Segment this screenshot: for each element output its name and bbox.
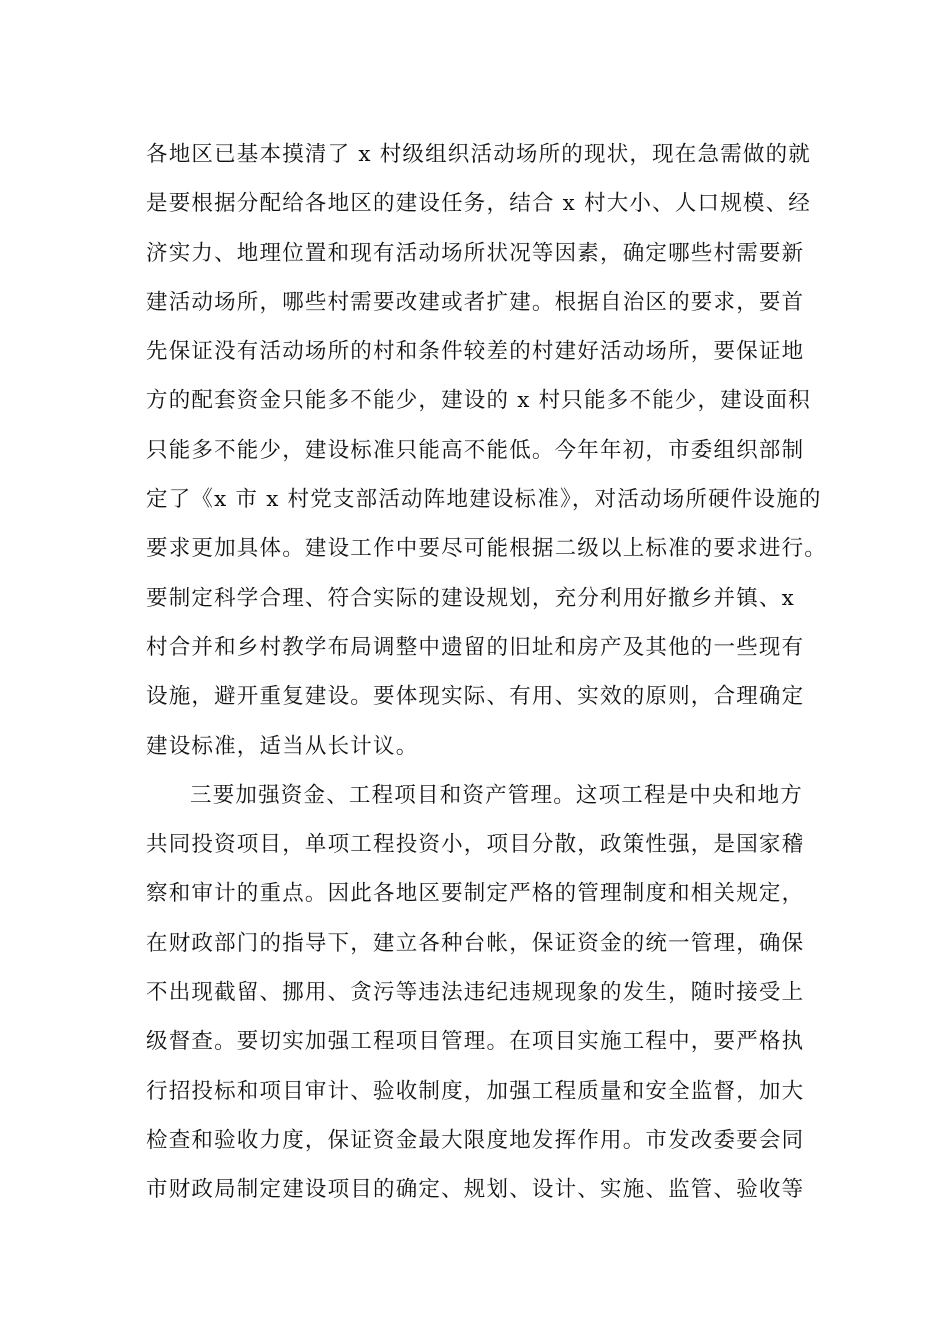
text-line: 济实力、地理位置和现有活动场所状况等因素，确定哪些村需要新 bbox=[146, 240, 805, 266]
text-line: 设施，避开重复建设。要体现实际、有用、实效的原则，合理确定 bbox=[146, 684, 805, 710]
body-text bbox=[146, 130, 846, 1215]
text-line: 先保证没有活动场所的村和条件较差的村建好活动场所，要保证地 bbox=[146, 339, 805, 365]
text-line: 行招投标和项目审计、验收制度，加强工程质量和安全监督，加大 bbox=[146, 1078, 805, 1104]
text-line: 要求更加具体。建设工作中要尽可能根据二级以上标准的要求进行。 bbox=[146, 536, 828, 562]
text-line: 市财政局制定建设项目的确定、规划、设计、实施、监管、验收等 bbox=[146, 1177, 805, 1203]
text-line: 方的配套资金只能多不能少，建设的 x 村只能多不能少，建设面积 bbox=[146, 388, 811, 414]
text-line: 要制定科学合理、符合实际的建设规划，充分利用好撤乡并镇、x bbox=[146, 585, 795, 611]
text-line: 建设标准，适当从长计议。 bbox=[146, 733, 419, 759]
text-line: 察和审计的重点。因此各地区要制定严格的管理制度和相关规定， bbox=[146, 881, 805, 907]
text-line: 各地区已基本摸清了 x 村级组织活动场所的现状，现在急需做的就 bbox=[146, 142, 811, 167]
text-line: 定了《x 市 x 村党支部活动阵地建设标准》，对活动场所硬件设施的 bbox=[146, 487, 822, 513]
text-line: 村合并和乡村教学布局调整中遗留的旧址和房产及其他的一些现有 bbox=[146, 634, 805, 660]
text-line: 只能多不能少，建设标准只能高不能低。今年年初，市委组织部制 bbox=[146, 437, 805, 463]
text-line: 三要加强资金、工程项目和资产管理。这项工程是中央和地方 bbox=[190, 782, 803, 808]
text-line: 级督查。要切实加强工程项目管理。在项目实施工程中，要严格执 bbox=[146, 1029, 805, 1055]
paragraph-2 bbox=[146, 771, 846, 1215]
text-line: 建活动场所，哪些村需要改建或者扩建。根据自治区的要求，要首 bbox=[146, 289, 805, 315]
text-line: 检查和验收力度，保证资金最大限度地发挥作用。市发改委要会同 bbox=[146, 1127, 805, 1153]
text-line: 是要根据分配给各地区的建设任务，结合 x 村大小、人口规模、经 bbox=[146, 191, 811, 217]
text-line: 在财政部门的指导下，建立各种台帐，保证资金的统一管理，确保 bbox=[146, 930, 805, 956]
text-line: 不出现截留、挪用、贪污等违法违纪违规现象的发生，随时接受上 bbox=[146, 980, 805, 1006]
text-line: 共同投资项目，单项工程投资小，项目分散，政策性强，是国家稽 bbox=[146, 832, 805, 858]
paragraph-1 bbox=[146, 130, 846, 771]
